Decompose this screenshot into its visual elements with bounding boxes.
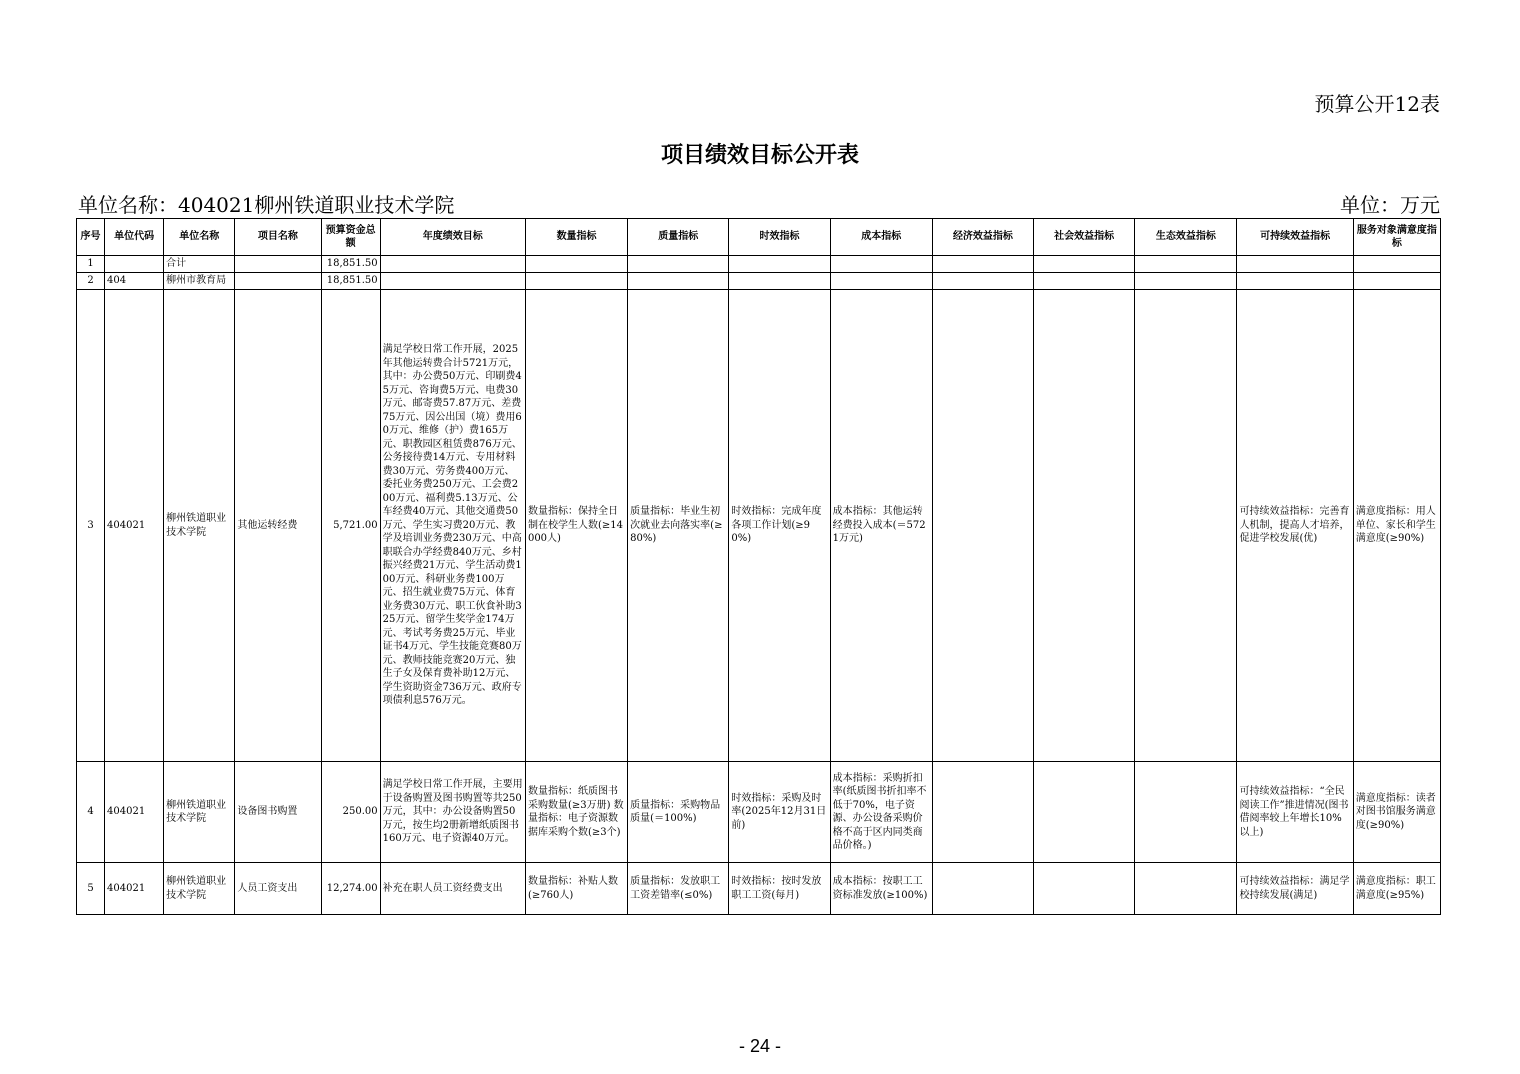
- column-header: 单位名称: [164, 219, 235, 256]
- cell-social: [1034, 762, 1135, 863]
- column-header: 可持续效益指标: [1237, 219, 1353, 256]
- cell-code: 404021: [105, 290, 164, 762]
- currency-unit: 单位：万元: [1340, 193, 1440, 217]
- column-header: 年度绩效目标: [380, 219, 525, 256]
- cell-timeliness: 时效指标：按时发放职工工资(每月): [729, 863, 830, 915]
- cell-code: 404021: [105, 863, 164, 915]
- cell-ecological: [1135, 762, 1237, 863]
- cell-project: [235, 273, 321, 290]
- cell-satisfaction: [1353, 256, 1440, 273]
- cell-code: 404: [105, 273, 164, 290]
- cell-budget: 250.00: [321, 762, 380, 863]
- cell-cost: [830, 256, 932, 273]
- performance-table: [76, 218, 1441, 915]
- cell-seq: 4: [77, 762, 105, 863]
- cell-sustainable: 可持续效益指标：“全民阅读工作”推进情况(图书借阅率较上年增长10%以上): [1237, 762, 1353, 863]
- table-header-row: [77, 219, 1441, 256]
- cell-quality: 质量指标：毕业生初次就业去向落实率(≥80%): [628, 290, 729, 762]
- cell-economic: [932, 256, 1033, 273]
- cell-quantity: 数量指标：保持全日制在校学生人数(≥14000人): [525, 290, 627, 762]
- page-title: 项目绩效目标公开表: [660, 142, 859, 168]
- cell-social: [1034, 863, 1135, 915]
- cell-goal: [380, 273, 525, 290]
- cell-goal: [380, 256, 525, 273]
- cell-ecological: [1135, 290, 1237, 762]
- cell-timeliness: 时效指标：完成年度各项工作计划(≥90%): [729, 290, 830, 762]
- cell-ecological: [1135, 273, 1237, 290]
- cell-economic: [932, 863, 1033, 915]
- cell-goal: 满足学校日常工作开展，主要用于设备购置及图书购置等共250万元，其中：办公设备购置50万元，按生均2册新增纸质图书160万元、电子资源40万元。: [380, 762, 525, 863]
- cell-unit: 柳州铁道职业技术学院: [164, 762, 235, 863]
- column-header: 质量指标: [628, 219, 729, 256]
- cell-social: [1034, 273, 1135, 290]
- column-header: 成本指标: [830, 219, 932, 256]
- cell-satisfaction: 满意度指标：用人单位、家长和学生满意度(≥90%): [1353, 290, 1440, 762]
- column-header: 经济效益指标: [932, 219, 1033, 256]
- table-row: [77, 256, 1441, 273]
- cell-project: 设备图书购置: [235, 762, 321, 863]
- page-number: - 24 -: [738, 1036, 781, 1056]
- cell-economic: [932, 290, 1033, 762]
- column-header: 序号: [77, 219, 105, 256]
- column-header: 服务对象满意度指标: [1353, 219, 1440, 256]
- column-header: 社会效益指标: [1034, 219, 1135, 256]
- cell-project: 其他运转经费: [235, 290, 321, 762]
- cell-economic: [932, 273, 1033, 290]
- table-row: [77, 762, 1441, 863]
- cell-timeliness: [729, 256, 830, 273]
- cell-quantity: [525, 256, 627, 273]
- cell-social: [1034, 256, 1135, 273]
- cell-code: [105, 256, 164, 273]
- column-header: 时效指标: [729, 219, 830, 256]
- cell-quality: 质量指标：采购物品质量(＝100%): [628, 762, 729, 863]
- cell-seq: 5: [77, 863, 105, 915]
- cell-cost: [830, 273, 932, 290]
- cell-seq: 3: [77, 290, 105, 762]
- cell-unit: 柳州铁道职业技术学院: [164, 863, 235, 915]
- cell-unit: 合计: [164, 256, 235, 273]
- column-header: 预算资金总额: [321, 219, 380, 256]
- cell-timeliness: 时效指标：采购及时率(2025年12月31日前): [729, 762, 830, 863]
- table-row: [77, 863, 1441, 915]
- column-header: 项目名称: [235, 219, 321, 256]
- cell-satisfaction: 满意度指标：职工满意度(≥95%): [1353, 863, 1440, 915]
- cell-quality: 质量指标：发放职工工资差错率(≤0%): [628, 863, 729, 915]
- cell-satisfaction: [1353, 273, 1440, 290]
- cell-sustainable: [1237, 273, 1353, 290]
- cell-budget: 18,851.50: [321, 273, 380, 290]
- cell-sustainable: 可持续效益指标：满足学校持续发展(满足): [1237, 863, 1353, 915]
- cell-project: [235, 256, 321, 273]
- cell-quantity: [525, 273, 627, 290]
- column-header: 生态效益指标: [1135, 219, 1237, 256]
- cell-satisfaction: 满意度指标：读者对图书馆服务满意度(≥90%): [1353, 762, 1440, 863]
- cell-goal: 满足学校日常工作开展，2025年其他运转费合计5721万元，其中：办公费50万元、印刷费45万元、咨询费5万元、电费30万元、邮寄费57.87万元、差费75万元、因公出国（境）费用60万元、维修（护）费165万元、职教园区租赁费876万元、公务接待费14万元、专用材料费30万元、劳务费400万元、委托业务费250万元、工会费200万元、福利费5.13万元、公车经费40万元、其他交通费50万元、学生实习费20万元、教学及培训业务费230万元、中高职联合办学经费840万元、乡村振兴经费21万元、学生活动费100万元、科研业务费100万元、招生就业费75万元、体育业务费30万元、职工伙食补助325万元、留学生奖学金174万元、考试考务费25万元、毕业证书4万元、学生技能竞赛80万元、教师技能竞赛20万元、独生子女及保育费补助12万元、学生资助资金736万元、政府专项债利息576万元。: [380, 290, 525, 762]
- column-header: 单位代码: [105, 219, 164, 256]
- cell-economic: [932, 762, 1033, 863]
- cell-quantity: 数量指标：纸质图书采购数量(≥3万册) 数量指标：电子资源数据库采购个数(≥3个): [525, 762, 627, 863]
- cell-goal: 补充在职人员工资经费支出: [380, 863, 525, 915]
- cell-ecological: [1135, 256, 1237, 273]
- cell-unit: 柳州市教育局: [164, 273, 235, 290]
- cell-seq: 1: [77, 256, 105, 273]
- cell-sustainable: [1237, 256, 1353, 273]
- table-row: [77, 290, 1441, 762]
- cell-quality: [628, 273, 729, 290]
- cell-code: 404021: [105, 762, 164, 863]
- cell-timeliness: [729, 273, 830, 290]
- cell-ecological: [1135, 863, 1237, 915]
- cell-unit: 柳州铁道职业技术学院: [164, 290, 235, 762]
- cell-social: [1034, 290, 1135, 762]
- cell-cost: 成本指标：采购折扣率(纸质图书折扣率不低于70%，电子资源、办公设备采购价格不高于区内同类商品价格。): [830, 762, 932, 863]
- table-tag: 预算公开12表: [1314, 92, 1440, 116]
- cell-quality: [628, 256, 729, 273]
- cell-sustainable: 可持续效益指标：完善育人机制，提高人才培养，促进学校发展(优): [1237, 290, 1353, 762]
- cell-budget: 5,721.00: [321, 290, 380, 762]
- table-row: [77, 273, 1441, 290]
- cell-seq: 2: [77, 273, 105, 290]
- cell-quantity: 数量指标：补贴人数(≥760人): [525, 863, 627, 915]
- cell-project: 人员工资支出: [235, 863, 321, 915]
- unit-name: 单位名称：404021柳州铁道职业技术学院: [78, 193, 455, 217]
- cell-cost: 成本指标：其他运转经费投入成本(＝5721万元): [830, 290, 932, 762]
- cell-budget: 12,274.00: [321, 863, 380, 915]
- column-header: 数量指标: [525, 219, 627, 256]
- cell-cost: 成本指标：按职工工资标准发放(≥100%): [830, 863, 932, 915]
- cell-budget: 18,851.50: [321, 256, 380, 273]
